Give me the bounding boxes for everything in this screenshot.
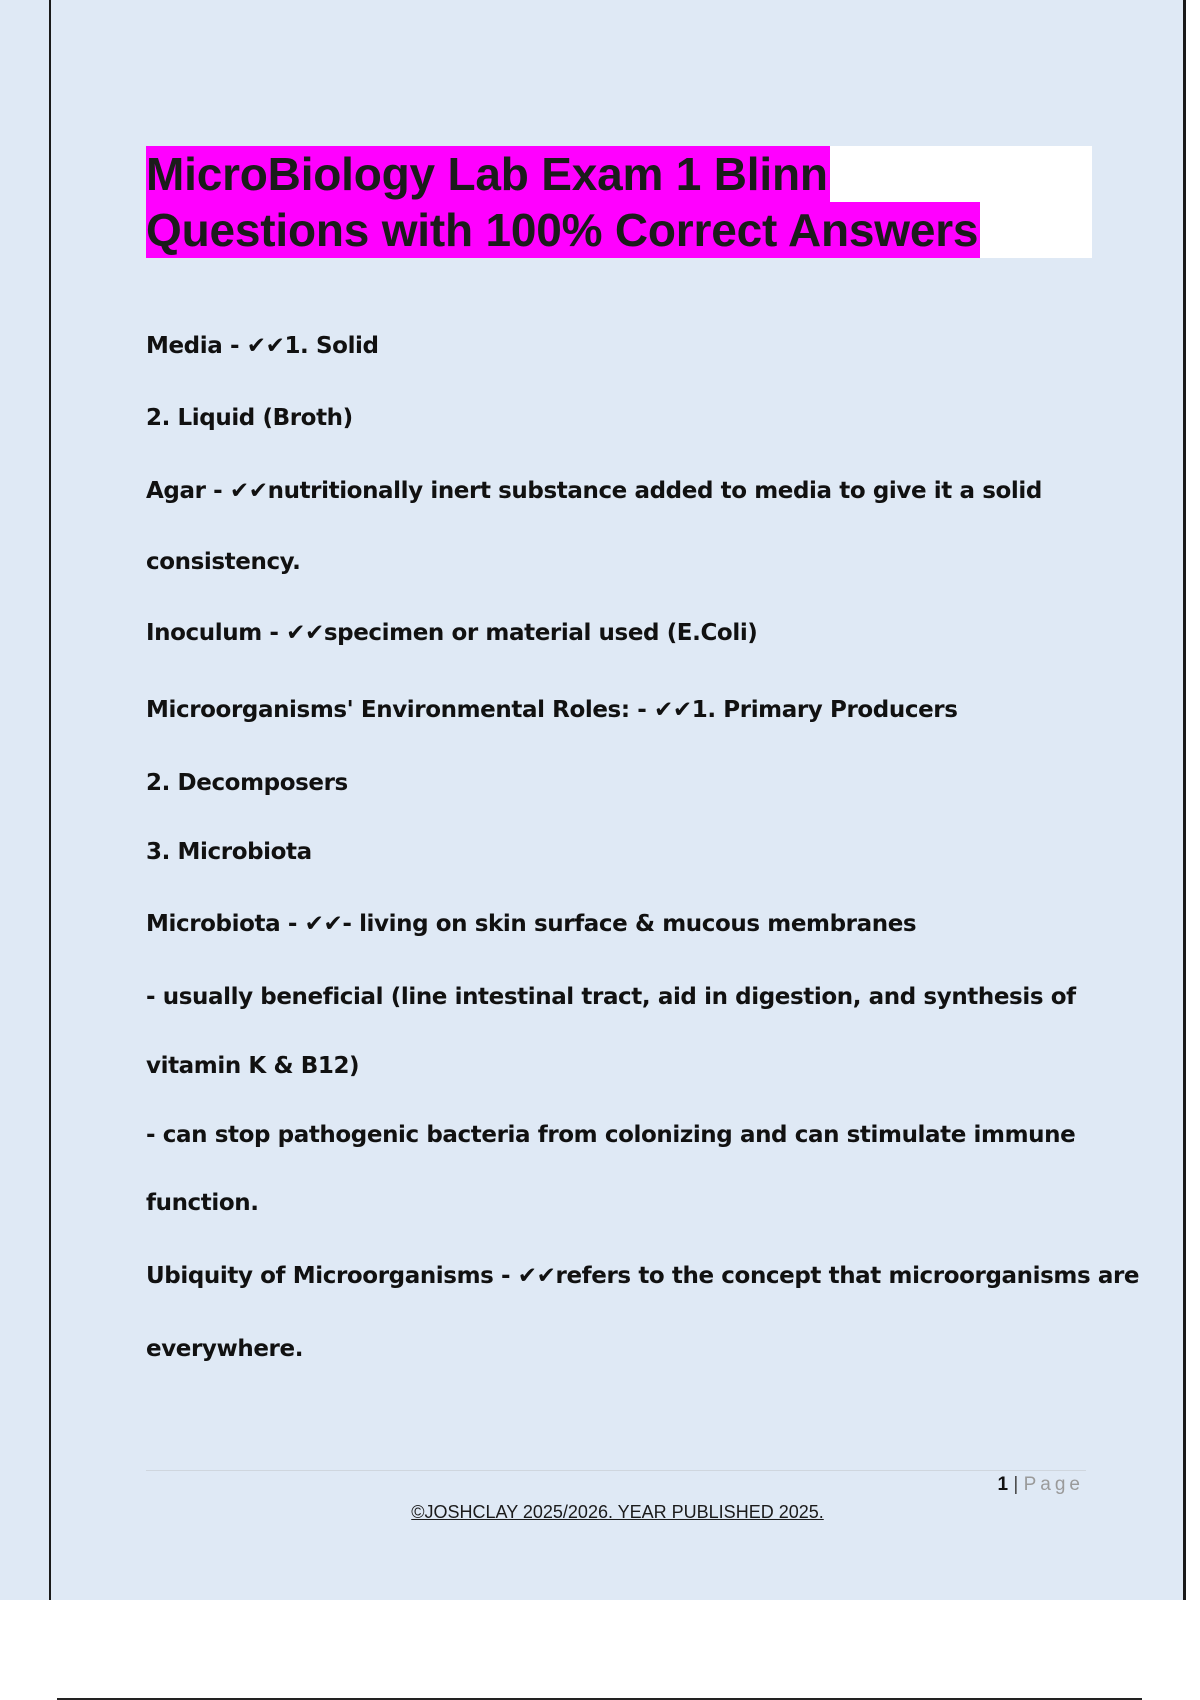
body-line: function. bbox=[146, 1190, 259, 1216]
page-number-label: Page bbox=[1023, 1474, 1084, 1495]
body-line: Microbiota - ✔✔- living on skin surface & mucous membranes bbox=[146, 911, 917, 937]
page-number-separator: | bbox=[1013, 1474, 1019, 1495]
page-left-margin bbox=[0, 0, 49, 1600]
body-line: 2. Liquid (Broth) bbox=[146, 405, 353, 431]
document-title bbox=[146, 146, 1092, 258]
body-line: everywhere. bbox=[146, 1336, 304, 1362]
copyright-notice: ©JOSHCLAY 2025/2026. YEAR PUBLISHED 2025. bbox=[411, 1502, 824, 1522]
page-number-value: 1 bbox=[997, 1474, 1009, 1495]
footer-divider bbox=[146, 1470, 1086, 1471]
body-line: 2. Decomposers bbox=[146, 770, 348, 796]
body-line: Inoculum - ✔✔specimen or material used (E.Coli) bbox=[146, 620, 758, 646]
body-line: Media - ✔✔1. Solid bbox=[146, 333, 379, 359]
page-number bbox=[998, 1474, 1084, 1496]
body-line: Microorganisms' Environmental Roles: - ✔✔1. Primary Producers bbox=[146, 697, 958, 723]
body-line: consistency. bbox=[146, 549, 301, 575]
body-line: - can stop pathogenic bacteria from colonizing and can stimulate immune bbox=[146, 1122, 1076, 1148]
body-line: 3. Microbiota bbox=[146, 839, 312, 865]
body-line: Ubiquity of Microorganisms - ✔✔refers to the concept that microorganisms are bbox=[146, 1263, 1140, 1289]
title-line-1: MicroBiology Lab Exam 1 Blinn bbox=[146, 148, 828, 200]
title-line-2: Questions with 100% Correct Answers bbox=[146, 204, 979, 256]
body-line: Agar - ✔✔nutritionally inert substance added to media to give it a solid bbox=[146, 478, 1042, 504]
body-line: - usually beneficial (line intestinal tract, aid in digestion, and synthesis of bbox=[146, 984, 1076, 1010]
body-line: vitamin K & B12) bbox=[146, 1053, 360, 1079]
